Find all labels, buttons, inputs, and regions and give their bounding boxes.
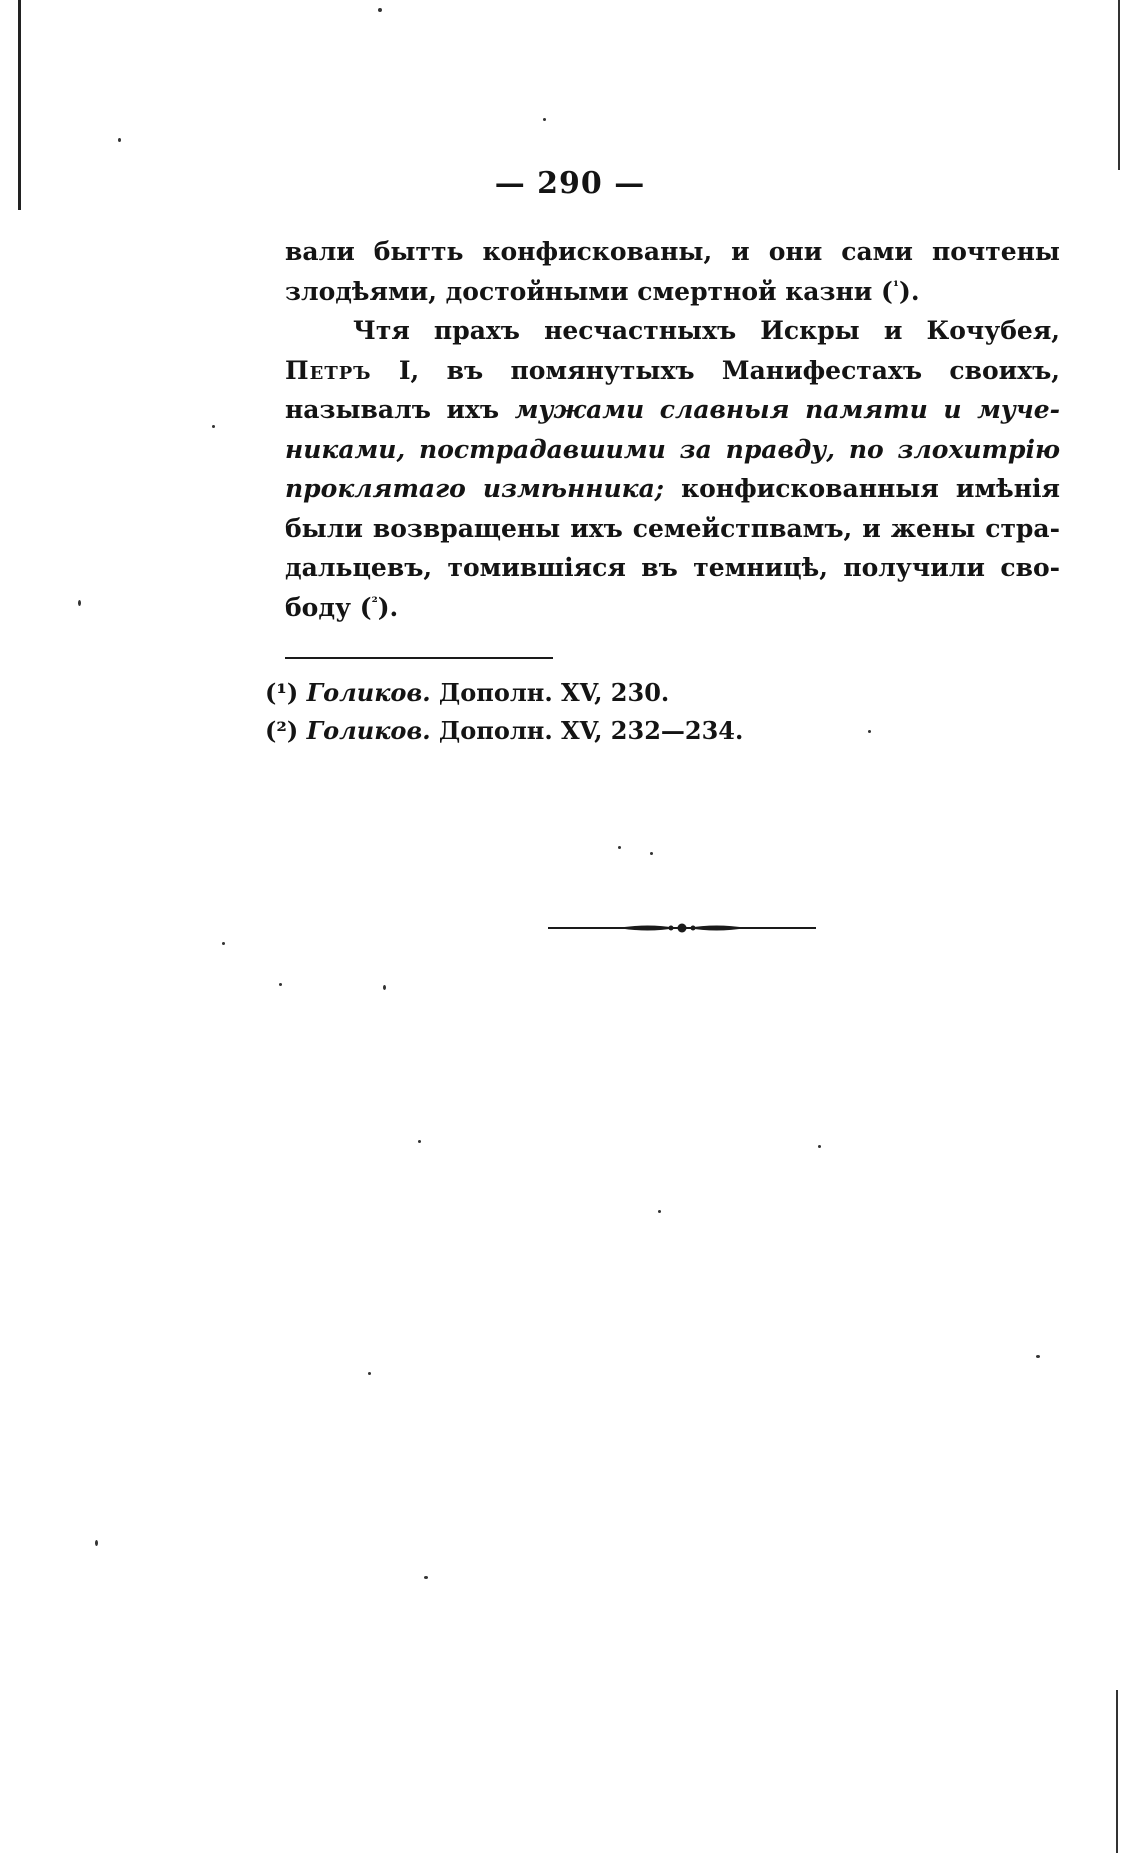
scan-speck (222, 942, 225, 945)
footnote-author: Голиков. (306, 678, 431, 707)
scan-speck (118, 138, 121, 142)
text-line (285, 311, 1060, 351)
text-run: I, въ помянутыхъ Манифестахъ своихъ, (371, 355, 1060, 385)
footnote-reference: Дополн. XV, 232—234. (438, 716, 744, 745)
scan-speck (868, 730, 871, 733)
text-run: Чтя прахъ несчастныхъ Искры и Кочубея, (353, 316, 1060, 345)
text-run: ). (377, 592, 399, 622)
text-run: злодѣями, достойными смертной казни ( (285, 276, 893, 306)
scan-speck (1036, 1355, 1040, 1358)
text-run: мужами славныя памяти и муче- (514, 395, 1060, 424)
text-line (285, 469, 1060, 509)
text-line (285, 509, 1060, 549)
scan-speck (95, 1540, 98, 1546)
text-line (285, 390, 1060, 430)
text-run: боду ( (285, 592, 372, 622)
page-number: — 290 — (494, 166, 646, 201)
scan-speck (650, 852, 653, 855)
scan-edge-right (1118, 0, 1120, 170)
text-run: проклятаго измѣнника; (285, 474, 665, 503)
text-run: никами, пострадавшими за правду, по злохитрію (285, 434, 1060, 464)
text-run: дальцевъ, томившіяся въ темницѣ, получили сво- (285, 553, 1060, 582)
scan-speck (383, 985, 386, 990)
text-line (285, 430, 1060, 470)
scan-speck (424, 1576, 428, 1579)
text-run: называлъ ихъ (285, 395, 515, 424)
scan-speck (279, 983, 282, 986)
text-line (285, 548, 1060, 588)
footnote (265, 712, 743, 750)
scan-speck (378, 8, 382, 12)
text-line (285, 351, 1060, 391)
footnotes (265, 674, 743, 750)
text-line (285, 272, 1060, 312)
scan-speck (418, 1140, 421, 1143)
body-text (285, 232, 1060, 627)
footnote-marker: ¹ (892, 278, 899, 295)
text-run: конфискованныя имѣнія (664, 474, 1060, 503)
scan-speck (618, 846, 621, 849)
footnote-rule (285, 657, 553, 659)
text-run: Петръ (285, 355, 372, 385)
footnote-mark: (¹) (265, 678, 299, 707)
scan-edge-right-bottom (1116, 1690, 1118, 1853)
scan-speck (78, 600, 81, 606)
text-run: вали бытть конфискованы, и они сами почтены (285, 237, 1060, 266)
footnote-reference: Дополн. XV, 230. (438, 678, 670, 707)
text-run: были возвращены ихъ семейстпвамъ, и жены стра- (285, 513, 1060, 543)
text-line (285, 232, 1060, 272)
footnote-marker: ² (371, 594, 378, 611)
text-run: ). (898, 276, 920, 306)
text-line (285, 588, 1060, 628)
scan-speck (818, 1145, 821, 1148)
footnote (265, 674, 743, 712)
footnote-mark: (²) (265, 716, 299, 745)
ornament-divider (548, 917, 816, 939)
scan-speck (212, 425, 215, 428)
scan-speck (368, 1372, 371, 1375)
scan-speck (658, 1210, 661, 1213)
footnote-author: Голиков. (306, 716, 431, 745)
scan-speck (543, 118, 546, 121)
